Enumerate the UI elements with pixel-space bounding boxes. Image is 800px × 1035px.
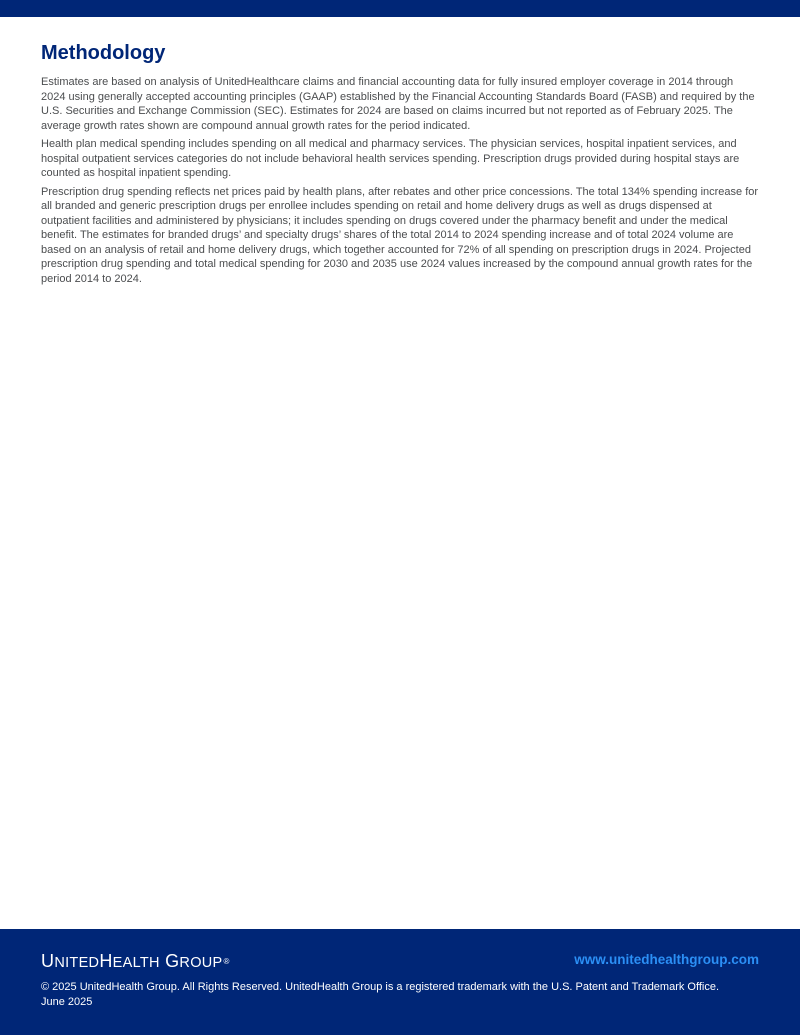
methodology-paragraph-3: Prescription drug spending reflects net prices paid by health plans, after rebates and other price concessions. The total 134% spending increase for all branded and generic prescription drugs per enrollee includes spending on retail and home delivery drugs as well as drugs dispensed at outpatient facilities and administered by physicians; it includes spending on drugs covered under the pharmacy benefit and under the medical benefit. The estimates for branded drugs’ and specialty drugs’ shares of the total 2014 to 2024 spending increase and of total 2024 volume are based on an analysis of retail and home delivery drugs, which together accounted for 72% of all spending on prescription drugs in 2024. Projected prescription drug spending and total medical spending for 2030 and 2035 use 2024 values increased by the compound annual growth rates for the period 2014 to 2024.	[41, 185, 759, 285]
page-title: Methodology	[41, 42, 166, 64]
copyright-text: © 2025 UnitedHealth Group. All Rights Reserved. UnitedHealth Group is a registered trademark with the U.S. Patent and Trademark Office.	[41, 981, 720, 993]
top-banner-bar	[0, 0, 800, 17]
logo-letters-roup: ROUP	[179, 955, 223, 971]
unitedhealth-group-logo	[41, 949, 230, 975]
logo-letter-h: H	[99, 951, 113, 971]
copyright-block	[41, 980, 759, 1010]
logo-letter-g: G	[165, 951, 180, 971]
footer	[0, 929, 800, 1035]
methodology-paragraph-2: Health plan medical spending includes spending on all medical and pharmacy services. The physician services, hospital inpatient services, and hospital outpatient services categories do not include behavioral health services spending. Prescription drugs provided during hospital stays are counted as hospital inpatient spending.	[41, 138, 740, 179]
logo-letters-ealth: EALTH	[112, 955, 160, 971]
methodology-paragraph-1: Estimates are based on analysis of UnitedHealthcare claims and financial accounting data for fully insured employer coverage in 2014 through 2024 using generally accepted accounting principles (GAAP) established by the Financial Accounting Standards Board (FASB) and required by the U.S. Securities and Exchange Commission (SEC). Estimates for 2024 are based on claims incurred but not reported as of February 2025. The average growth rates shown are compound annual growth rates for the period indicated.	[41, 76, 755, 132]
registered-mark: ®	[223, 957, 230, 966]
methodology-section	[41, 40, 759, 290]
logo-letter-u: U	[41, 951, 55, 971]
logo-letters-nited: NITED	[54, 955, 100, 971]
publication-date: June 2025	[41, 996, 93, 1008]
website-link[interactable]: www.unitedhealthgroup.com	[574, 952, 759, 967]
